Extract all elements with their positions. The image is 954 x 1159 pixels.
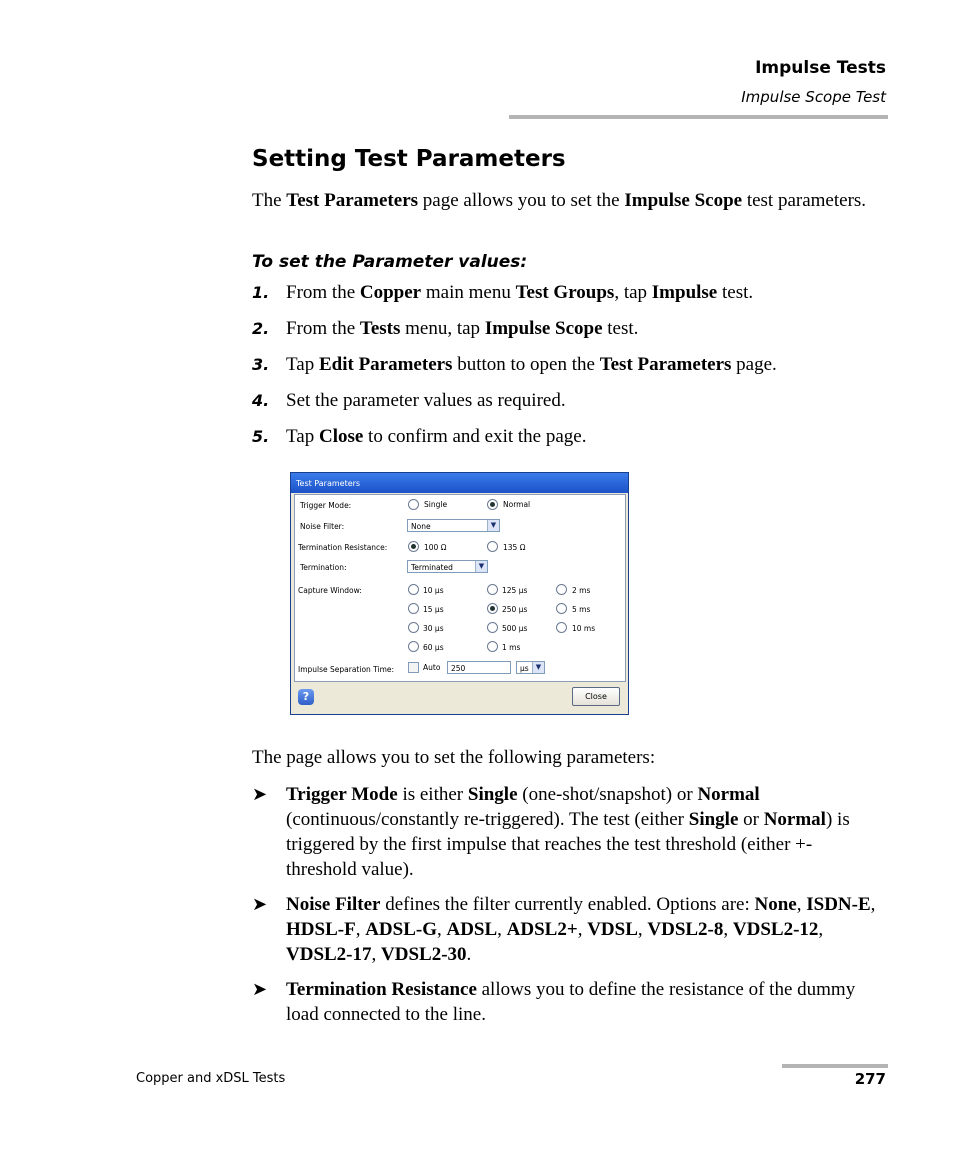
termination-select[interactable] (407, 560, 488, 573)
step-number: 2. (252, 319, 270, 338)
cw-10ms-radio[interactable] (556, 622, 567, 633)
trigger-single-radio[interactable] (408, 499, 419, 510)
cw-60us-label: 60 µs (423, 643, 444, 652)
procedure-title: To set the Parameter values: (252, 252, 528, 272)
header-rule (509, 115, 888, 119)
cw-5ms-label: 5 ms (572, 605, 591, 614)
cw-250us-label: 250 µs (502, 605, 528, 614)
bullet-text: Noise Filter defines the filter currently enabled. Options are: None, ISDN-E, HDSL-F, ADSL-G, ADSL, ADSL2+, VDSL, VDSL2-8, VDSL2-12, VDSL2-17, VDSL2-30. (286, 894, 876, 965)
chevron-down-icon[interactable]: ▼ (532, 662, 544, 673)
term-res-100-label: 100 Ω (424, 543, 447, 552)
noise-filter-value: None (411, 522, 431, 531)
running-header-chapter: Impulse Tests (755, 58, 886, 78)
separation-time-input[interactable] (447, 661, 511, 674)
separation-unit-select[interactable] (516, 661, 545, 674)
cw-125us-label: 125 µs (502, 586, 528, 595)
step-number: 3. (252, 355, 270, 374)
dialog-title-bar (291, 473, 628, 493)
step-text: Tap Close to confirm and exit the page. (286, 426, 587, 447)
trigger-normal-radio[interactable] (487, 499, 498, 510)
chevron-down-icon[interactable]: ▼ (487, 520, 499, 531)
close-button[interactable]: Close (572, 687, 620, 706)
intro-paragraph: The Test Parameters page allows you to set the Impulse Scope test parameters. (252, 190, 867, 211)
arrow-bullet-icon: ➤ (252, 784, 268, 804)
trigger-mode-label: Trigger Mode: (300, 501, 352, 510)
parameters-intro: The page allows you to set the following parameters: (252, 747, 656, 768)
step-text: Tap Edit Parameters button to open the Test Parameters page. (286, 354, 777, 375)
cw-500us-radio[interactable] (487, 622, 498, 633)
term-res-100-radio[interactable] (408, 541, 419, 552)
term-res-135-radio[interactable] (487, 541, 498, 552)
cw-15us-label: 15 µs (423, 605, 444, 614)
cw-30us-label: 30 µs (423, 624, 444, 633)
noise-filter-select[interactable] (407, 519, 500, 532)
cw-1ms-radio[interactable] (487, 641, 498, 652)
step-text: Set the parameter values as required. (286, 390, 566, 411)
cw-15us-radio[interactable] (408, 603, 419, 614)
help-icon[interactable]: ? (298, 689, 314, 705)
dialog-title: Test Parameters (296, 479, 361, 488)
termination-value: Terminated (411, 563, 453, 572)
arrow-bullet-icon: ➤ (252, 894, 268, 914)
trigger-normal-label: Normal (503, 500, 531, 509)
footer-rule (782, 1064, 888, 1068)
termination-resistance-label: Termination Resistance: (298, 543, 388, 552)
running-header-section: Impulse Scope Test (741, 88, 886, 106)
cw-1ms-label: 1 ms (502, 643, 521, 652)
cw-10us-label: 10 µs (423, 586, 444, 595)
separation-time-label: Impulse Separation Time: (298, 665, 395, 674)
cw-10us-radio[interactable] (408, 584, 419, 595)
step-number: 1. (252, 283, 270, 302)
step-number: 4. (252, 391, 270, 410)
cw-5ms-radio[interactable] (556, 603, 567, 614)
cw-2ms-label: 2 ms (572, 586, 591, 595)
step-text: From the Copper main menu Test Groups, tap Impulse test. (286, 282, 754, 303)
bullet-text: Trigger Mode is either Single (one-shot/snapshot) or Normal (continuous/constantly re-triggered). The test (either Single or Normal) is triggered by the first impulse that reaches the test threshold (either +- threshold value). (286, 784, 850, 880)
bullet-trigger-mode (252, 782, 888, 882)
termination-label: Termination: (300, 563, 347, 572)
test-parameters-dialog (290, 472, 629, 715)
dialog-body (294, 494, 626, 682)
step-number: 5. (252, 427, 270, 446)
term-res-135-label: 135 Ω (503, 543, 526, 552)
page-number: 277 (854, 1070, 886, 1088)
arrow-bullet-icon: ➤ (252, 979, 268, 999)
cw-60us-radio[interactable] (408, 641, 419, 652)
capture-window-label: Capture Window: (298, 586, 362, 595)
cw-250us-radio[interactable] (487, 603, 498, 614)
cw-2ms-radio[interactable] (556, 584, 567, 595)
bullet-termination-resistance (252, 977, 888, 1027)
separation-unit-value: µs (520, 664, 529, 673)
cw-500us-label: 500 µs (502, 624, 528, 633)
cw-30us-radio[interactable] (408, 622, 419, 633)
cw-125us-radio[interactable] (487, 584, 498, 595)
auto-label: Auto (423, 663, 441, 672)
section-heading: Setting Test Parameters (252, 146, 566, 172)
noise-filter-label: Noise Filter: (300, 522, 345, 531)
trigger-single-label: Single (424, 500, 448, 509)
separation-time-value: 250 (451, 664, 466, 673)
chevron-down-icon[interactable]: ▼ (475, 561, 487, 572)
step-text: From the Tests menu, tap Impulse Scope test. (286, 318, 639, 339)
auto-checkbox[interactable] (408, 662, 419, 673)
bullet-text: Termination Resistance allows you to define the resistance of the dummy load connected to the line. (286, 979, 856, 1025)
bullet-noise-filter (252, 892, 888, 967)
footer-title: Copper and xDSL Tests (136, 1071, 286, 1086)
cw-10ms-label: 10 ms (572, 624, 596, 633)
